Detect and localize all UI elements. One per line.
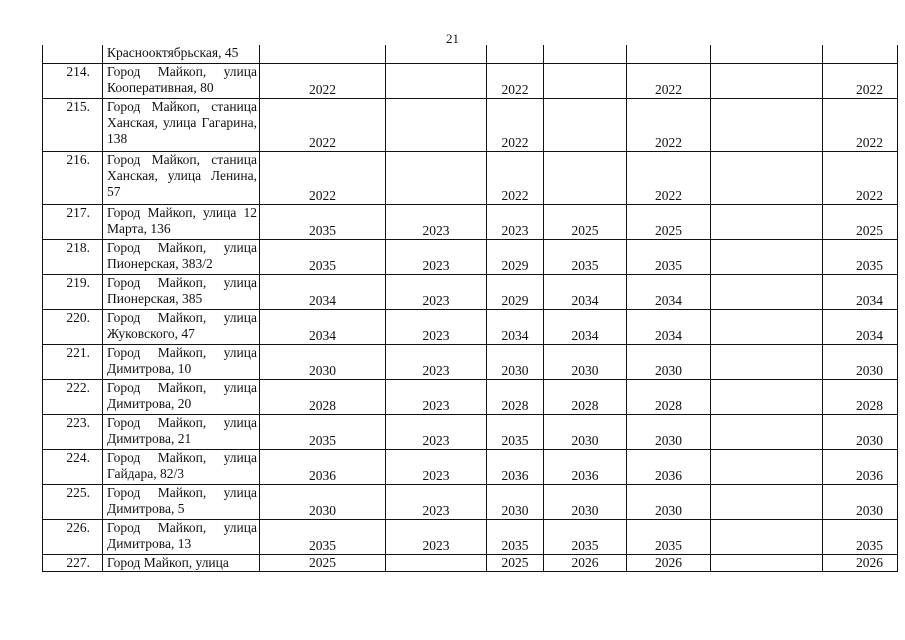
year-cell-6 [711,414,823,449]
row-number: 226. [43,519,103,554]
year-cell-4: 2034 [544,274,627,309]
year-cell-3: 2022 [487,98,544,151]
year-cell-6 [711,274,823,309]
year-cell-3: 2030 [487,344,544,379]
address-cell: Город Майкоп, станица Ханская, улица Ленина, 57 [103,151,260,204]
year-cell-7: 2035 [823,519,898,554]
year-cell-2 [386,63,487,98]
year-cell-1: 2035 [260,204,386,239]
year-cell-7: 2022 [823,151,898,204]
year-cell-7: 2028 [823,379,898,414]
year-cell-4: 2025 [544,204,627,239]
year-cell-2: 2023 [386,204,487,239]
year-cell-2: 2023 [386,239,487,274]
year-cell-5: 2028 [627,379,711,414]
year-cell-4: 2028 [544,379,627,414]
year-cell-5 [627,45,711,63]
year-cell-1: 2035 [260,414,386,449]
year-cell-2: 2023 [386,484,487,519]
year-cell-2: 2023 [386,274,487,309]
address-cell: Город Майкоп, улица Жуковского, 47 [103,309,260,344]
year-cell-1: 2022 [260,151,386,204]
year-cell-6 [711,554,823,571]
year-cell-7: 2026 [823,554,898,571]
address-cell: Город Майкоп, улица Пионерская, 385 [103,274,260,309]
table-row [43,63,898,98]
year-cell-1: 2025 [260,554,386,571]
year-cell-7: 2035 [823,239,898,274]
year-cell-2 [386,151,487,204]
year-cell-5: 2030 [627,344,711,379]
table-row [43,204,898,239]
table-row [43,309,898,344]
row-number [43,45,103,63]
year-cell-6 [711,519,823,554]
year-cell-6 [711,45,823,63]
row-number: 224. [43,449,103,484]
table-row [43,414,898,449]
year-cell-2: 2023 [386,519,487,554]
year-cell-7 [823,45,898,63]
row-number: 222. [43,379,103,414]
year-cell-3: 2036 [487,449,544,484]
schedule-table [42,45,898,572]
year-cell-1: 2035 [260,239,386,274]
year-cell-3 [487,45,544,63]
year-cell-3: 2029 [487,239,544,274]
year-cell-5: 2030 [627,484,711,519]
year-cell-6 [711,344,823,379]
table-row [43,519,898,554]
year-cell-4: 2036 [544,449,627,484]
address-cell: Город Майкоп, станица Ханская, улица Гагарина, 138 [103,98,260,151]
year-cell-7: 2034 [823,274,898,309]
year-cell-4: 2030 [544,344,627,379]
address-cell: Город Майкоп, улица Кооперативная, 80 [103,63,260,98]
year-cell-7: 2022 [823,63,898,98]
year-cell-1: 2022 [260,63,386,98]
year-cell-4: 2026 [544,554,627,571]
year-cell-5: 2025 [627,204,711,239]
address-cell: Город Майкоп, улица Димитрова, 21 [103,414,260,449]
row-number: 218. [43,239,103,274]
page-number: 21 [446,31,459,46]
year-cell-6 [711,309,823,344]
table-row [43,449,898,484]
year-cell-2 [386,98,487,151]
year-cell-5: 2022 [627,151,711,204]
year-cell-2: 2023 [386,414,487,449]
table-body [43,45,898,571]
table-row [43,98,898,151]
year-cell-4 [544,98,627,151]
year-cell-1: 2036 [260,449,386,484]
year-cell-1: 2034 [260,274,386,309]
row-number: 219. [43,274,103,309]
year-cell-4: 2035 [544,519,627,554]
year-cell-3: 2022 [487,151,544,204]
year-cell-3: 2030 [487,484,544,519]
year-cell-1: 2035 [260,519,386,554]
year-cell-4: 2030 [544,484,627,519]
year-cell-7: 2036 [823,449,898,484]
row-number: 221. [43,344,103,379]
year-cell-7: 2030 [823,344,898,379]
year-cell-1: 2028 [260,379,386,414]
row-number: 223. [43,414,103,449]
year-cell-2: 2023 [386,309,487,344]
year-cell-7: 2022 [823,98,898,151]
year-cell-4: 2030 [544,414,627,449]
year-cell-5: 2026 [627,554,711,571]
address-cell: Город Майкоп, улица Димитрова, 20 [103,379,260,414]
year-cell-6 [711,379,823,414]
year-cell-4 [544,151,627,204]
year-cell-3: 2022 [487,63,544,98]
year-cell-5: 2035 [627,239,711,274]
address-cell: Город Майкоп, улица Пионерская, 383/2 [103,239,260,274]
table-row [43,151,898,204]
year-cell-1: 2034 [260,309,386,344]
year-cell-5: 2034 [627,274,711,309]
year-cell-5: 2022 [627,98,711,151]
table-row [43,344,898,379]
year-cell-5: 2030 [627,414,711,449]
year-cell-6 [711,63,823,98]
year-cell-3: 2029 [487,274,544,309]
table-row [43,274,898,309]
year-cell-5: 2035 [627,519,711,554]
year-cell-2 [386,554,487,571]
table-row-continuation [43,45,898,63]
address-cell: Город Майкоп, улица Димитрова, 10 [103,344,260,379]
year-cell-2: 2023 [386,449,487,484]
year-cell-3: 2035 [487,414,544,449]
year-cell-6 [711,239,823,274]
year-cell-1: 2022 [260,98,386,151]
year-cell-3: 2035 [487,519,544,554]
year-cell-3: 2025 [487,554,544,571]
address-cell: Город Майкоп, улица [103,554,260,571]
year-cell-3: 2023 [487,204,544,239]
address-cell: Город Майкоп, улица Димитрова, 5 [103,484,260,519]
row-number: 216. [43,151,103,204]
row-number: 217. [43,204,103,239]
year-cell-6 [711,98,823,151]
row-number: 214. [43,63,103,98]
table-row [43,379,898,414]
address-cell: Город Майкоп, улица Гайдара, 82/3 [103,449,260,484]
year-cell-5: 2022 [627,63,711,98]
year-cell-4: 2035 [544,239,627,274]
year-cell-7: 2030 [823,484,898,519]
year-cell-6 [711,151,823,204]
address-cell: Город Майкоп, улица 12 Марта, 136 [103,204,260,239]
table-row [43,239,898,274]
year-cell-3: 2028 [487,379,544,414]
year-cell-7: 2034 [823,309,898,344]
address-cell: Город Майкоп, улица Димитрова, 13 [103,519,260,554]
year-cell-6 [711,449,823,484]
table-row [43,484,898,519]
year-cell-2: 2023 [386,379,487,414]
year-cell-1: 2030 [260,344,386,379]
year-cell-6 [711,204,823,239]
year-cell-2 [386,45,487,63]
year-cell-5: 2036 [627,449,711,484]
row-number: 227. [43,554,103,571]
row-number: 220. [43,309,103,344]
year-cell-6 [711,484,823,519]
address-cell: Краснооктябрьская, 45 [103,45,260,63]
year-cell-1: 2030 [260,484,386,519]
year-cell-4: 2034 [544,309,627,344]
year-cell-2: 2023 [386,344,487,379]
table-row [43,554,898,571]
row-number: 225. [43,484,103,519]
year-cell-3: 2034 [487,309,544,344]
year-cell-5: 2034 [627,309,711,344]
year-cell-1 [260,45,386,63]
year-cell-7: 2025 [823,204,898,239]
year-cell-4 [544,63,627,98]
row-number: 215. [43,98,103,151]
year-cell-7: 2030 [823,414,898,449]
year-cell-4 [544,45,627,63]
